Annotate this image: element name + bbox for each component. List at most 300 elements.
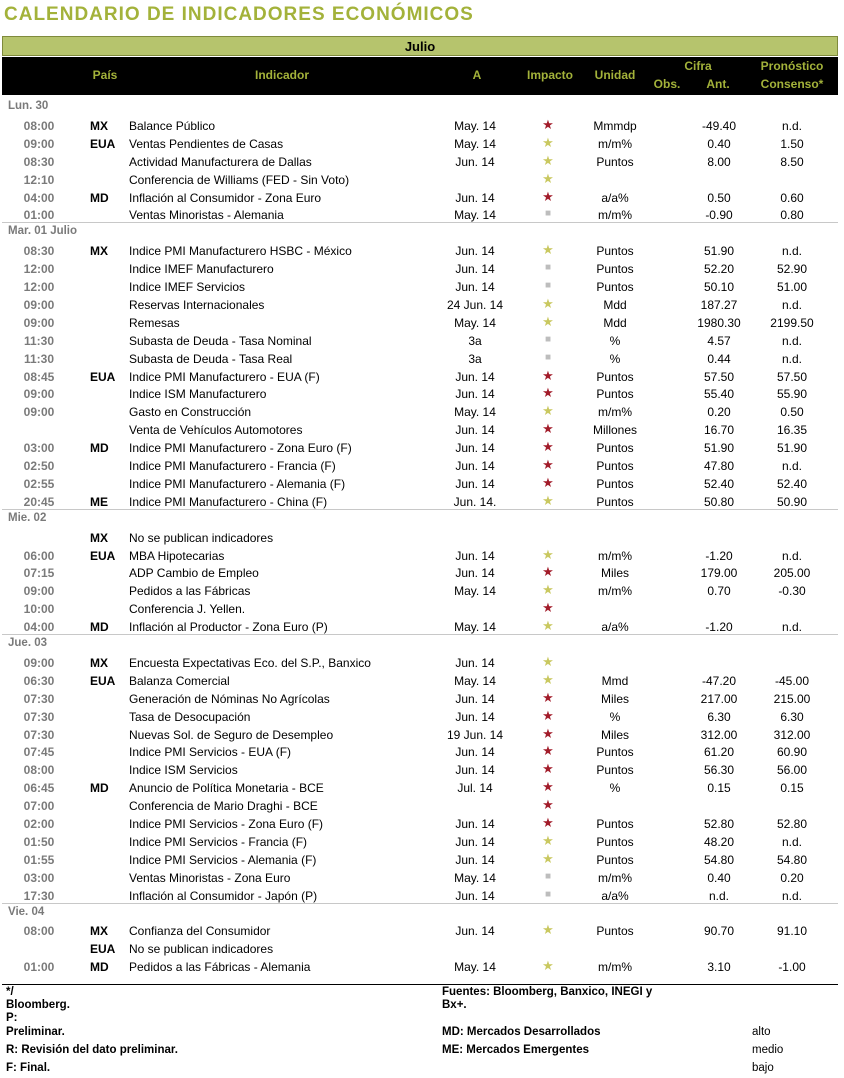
consensus-cell: n.d. [781, 888, 802, 903]
anterior-cell: 3.10 [707, 960, 731, 975]
unit-cell: Mmmdp [593, 118, 637, 133]
anterior-cell: 52.20 [703, 262, 735, 277]
time-cell: 06:30 [23, 673, 55, 688]
time-cell: 02:00 [23, 817, 55, 831]
unit-cell: a/a% [601, 190, 629, 205]
table-row [0, 295, 844, 313]
table-row [0, 384, 844, 402]
square-icon: ■ [544, 333, 552, 345]
unit-cell: Puntos [596, 763, 634, 778]
table-row [0, 617, 844, 635]
star-icon: ★ [542, 922, 554, 938]
footer-r-note: R: Revisión del dato preliminar. [6, 1044, 178, 1056]
unit-cell: Millones [592, 423, 637, 438]
table-row [0, 707, 844, 725]
anterior-cell: 4.57 [707, 333, 731, 348]
unit-cell: Puntos [596, 745, 634, 760]
period-cell: Jun. 14 [455, 154, 495, 169]
table-row [0, 313, 844, 331]
anterior-cell: 55.40 [703, 387, 735, 402]
consensus-cell: 312.00 [773, 727, 811, 742]
indicator-cell: No se publican indicadores [129, 530, 274, 545]
footer-me-note: ME: Mercados Emergentes [442, 1044, 589, 1056]
indicator-cell: Indice PMI Servicios - Alemania (F) [129, 852, 317, 867]
anterior-cell: 0.50 [707, 190, 731, 205]
star-icon: ★ [542, 295, 554, 311]
indicator-cell: Indice PMI Manufacturero - China (F) [129, 494, 328, 509]
indicator-cell: No se publican indicadores [129, 942, 274, 957]
unit-cell: Mmd [601, 673, 629, 688]
unit-cell: Puntos [596, 852, 634, 867]
country-cell: MX [90, 655, 108, 670]
unit-cell: Puntos [596, 262, 634, 277]
unit-cell: % [609, 709, 621, 724]
star-icon: ★ [542, 600, 554, 616]
header-pais: País [92, 68, 118, 82]
country-cell: MD [90, 781, 109, 796]
anterior-cell: 47.80 [703, 459, 735, 473]
unit-cell: Puntos [596, 387, 634, 402]
star-icon: ★ [542, 242, 554, 258]
period-cell: Jun. 14 [455, 387, 495, 402]
star-icon: ★ [542, 743, 554, 759]
star-icon: ★ [542, 707, 554, 723]
table-row [0, 456, 844, 474]
period-cell: Jun. 14 [455, 691, 495, 706]
unit-cell: m/m% [598, 405, 632, 420]
footer-p-desc: Preliminar. [6, 1026, 65, 1038]
consensus-cell: 0.15 [780, 781, 804, 796]
unit-cell: Puntos [596, 476, 634, 491]
anterior-cell: 0.40 [707, 870, 731, 885]
anterior-cell: 90.70 [703, 924, 735, 939]
consensus-cell: 52.80 [776, 817, 808, 831]
anterior-cell: -0.90 [705, 208, 733, 223]
indicator-cell: Indice ISM Servicios [129, 763, 238, 778]
unit-cell: m/m% [598, 584, 632, 599]
indicator-cell: ADP Cambio de Empleo [129, 566, 259, 581]
page-title: CALENDARIO DE INDICADORES ECONÓMICOS [4, 4, 474, 25]
consensus-cell: n.d. [781, 459, 802, 473]
country-cell: MD [90, 620, 109, 635]
period-cell: Jun. 14 [455, 745, 495, 760]
anterior-cell: 50.80 [703, 494, 735, 509]
period-cell: Jun. 14 [455, 655, 495, 670]
day-label: Lun. 30 [8, 100, 49, 112]
anterior-cell: 8.00 [707, 154, 731, 169]
time-cell: 06:45 [23, 781, 55, 796]
time-cell: 07:00 [23, 799, 55, 814]
consensus-cell: n.d. [781, 548, 802, 563]
consensus-cell: n.d. [781, 834, 802, 849]
day-label: Vie. 04 [8, 905, 45, 918]
footer-fuentes-cont: Bx+. [442, 999, 467, 1011]
table-row [0, 492, 844, 510]
indicator-cell: Anuncio de Política Monetaria - BCE [129, 781, 324, 796]
time-cell: 11:30 [23, 351, 55, 366]
square-icon: ■ [544, 262, 552, 274]
star-icon: ★ [542, 653, 554, 669]
period-cell: Jun. 14 [455, 924, 495, 939]
table-row [0, 367, 844, 385]
table-header [2, 57, 838, 95]
star-icon: ★ [542, 152, 554, 168]
unit-cell: Puntos [596, 459, 634, 473]
table-row [0, 778, 844, 796]
period-cell: Jul. 14 [457, 781, 493, 796]
header-consenso: Consenso* [760, 77, 824, 91]
star-icon: ★ [542, 439, 554, 455]
star-icon: ★ [542, 761, 554, 777]
table-row [0, 921, 844, 939]
table-row [0, 116, 844, 134]
anterior-cell: 179.00 [700, 566, 738, 581]
consensus-cell: 8.50 [780, 154, 804, 169]
anterior-cell: 0.70 [707, 584, 731, 599]
legend-alto: alto [752, 1026, 771, 1038]
unit-cell: m/m% [598, 136, 632, 151]
indicator-cell: Balanza Comercial [129, 673, 230, 688]
period-cell: Jun. 14 [455, 262, 495, 277]
star-icon: ★ [542, 689, 554, 705]
country-cell: MX [90, 244, 108, 259]
time-cell: 09:00 [23, 405, 55, 420]
legend-bajo: bajo [752, 1062, 774, 1074]
star-icon: ★ [542, 421, 554, 437]
time-cell: 02:55 [23, 476, 55, 491]
star-icon: ★ [542, 564, 554, 580]
consensus-cell: 215.00 [773, 691, 811, 706]
anterior-cell: 51.90 [703, 244, 735, 259]
period-cell: 3a [468, 333, 482, 348]
consensus-cell: 2199.50 [770, 315, 814, 330]
consensus-cell: 91.10 [776, 924, 808, 939]
period-cell: May. 14 [454, 960, 496, 975]
indicator-cell: Balance Público [129, 118, 216, 133]
star-icon: ★ [542, 367, 554, 383]
anterior-cell: 52.80 [703, 817, 735, 831]
time-cell: 07:30 [23, 709, 55, 724]
indicator-cell: Indice PMI Manufacturero HSBC - México [129, 244, 352, 259]
table-row [0, 188, 844, 206]
period-cell: May. 14 [454, 315, 496, 330]
indicator-cell: Inflación al Consumidor - Japón (P) [129, 888, 318, 903]
indicator-cell: Indice PMI Servicios - Zona Euro (F) [129, 817, 324, 831]
indicator-cell: Subasta de Deuda - Tasa Real [129, 351, 293, 366]
time-cell: 09:00 [23, 387, 55, 402]
country-cell: MD [90, 441, 109, 456]
indicator-cell: Tasa de Desocupación [129, 709, 251, 724]
country-cell: MD [90, 960, 109, 975]
table-row [0, 868, 844, 886]
indicator-cell: Nuevas Sol. de Seguro de Desempleo [129, 727, 334, 742]
star-icon: ★ [542, 457, 554, 472]
indicator-cell: Indice IMEF Manufacturero [129, 262, 274, 277]
star-icon: ★ [542, 582, 554, 598]
table-row [0, 957, 844, 975]
consensus-cell: n.d. [781, 297, 802, 312]
star-icon: ★ [542, 850, 554, 866]
time-cell: 07:45 [23, 745, 55, 760]
unit-cell: Puntos [596, 369, 634, 384]
period-cell: Jun. 14 [455, 476, 495, 491]
unit-cell: Puntos [596, 834, 634, 849]
time-cell: 11:30 [23, 333, 55, 348]
footer-consenso-source: Bloomberg. [6, 999, 70, 1011]
anterior-cell: 312.00 [700, 727, 738, 742]
period-cell: 24 Jun. 14 [446, 297, 504, 312]
table-row [0, 725, 844, 743]
indicator-cell: MBA Hipotecarias [129, 548, 225, 563]
table-row [0, 170, 844, 188]
table-row [0, 653, 844, 671]
table-row [0, 760, 844, 778]
period-cell: Jun. 14 [455, 190, 495, 205]
indicator-cell: Indice PMI Manufacturero - Zona Euro (F) [129, 441, 352, 456]
time-cell: 09:00 [23, 297, 55, 312]
anterior-cell: 52.40 [703, 476, 735, 491]
table-row [0, 546, 844, 564]
star-icon: ★ [542, 170, 554, 186]
table-row [0, 671, 844, 689]
indicator-cell: Pedidos a las Fábricas [129, 584, 251, 599]
anterior-cell: 187.27 [700, 297, 738, 312]
anterior-cell: 56.30 [703, 763, 735, 778]
period-cell: Jun. 14 [455, 423, 495, 438]
indicator-cell: Indice IMEF Servicios [129, 280, 246, 294]
country-cell: EUA [90, 942, 116, 957]
country-cell: MX [90, 924, 108, 939]
footer-f-note: F: Final. [6, 1062, 51, 1074]
period-cell: May. 14 [454, 870, 496, 885]
indicator-cell: Ventas Minoristas - Zona Euro [129, 870, 291, 885]
time-cell: 07:30 [23, 727, 55, 742]
section-divider [2, 509, 838, 510]
unit-cell: Miles [600, 566, 629, 581]
star-icon: ★ [542, 474, 554, 490]
table-row [0, 886, 844, 904]
consensus-cell: n.d. [781, 118, 802, 133]
time-cell: 06:00 [23, 548, 55, 563]
table-row [0, 438, 844, 456]
consensus-cell: n.d. [781, 244, 802, 259]
consensus-cell: 51.00 [776, 280, 808, 294]
anterior-cell: 0.20 [707, 405, 731, 420]
anterior-cell: 57.50 [703, 369, 735, 384]
period-cell: Jun. 14 [455, 548, 495, 563]
table-row [0, 259, 844, 277]
star-icon: ★ [542, 313, 554, 329]
anterior-cell: -1.20 [705, 620, 733, 635]
table-row [0, 134, 844, 152]
unit-cell: m/m% [598, 960, 632, 975]
header-pronostico: Pronóstico [760, 59, 824, 73]
period-cell: 3a [468, 351, 482, 366]
footer-fuentes: Fuentes: Bloomberg, Banxico, INEGI y [442, 986, 653, 998]
consensus-cell: 0.80 [780, 208, 804, 223]
table-row [0, 939, 844, 957]
anterior-cell: 0.15 [707, 781, 731, 796]
country-cell: ME [90, 494, 108, 509]
star-icon: ★ [542, 385, 554, 401]
anterior-cell: 61.20 [703, 745, 735, 760]
anterior-cell: 0.40 [707, 136, 731, 151]
consensus-cell: 56.00 [776, 763, 808, 778]
consensus-cell: 50.90 [776, 494, 808, 509]
time-cell: 01:00 [23, 960, 55, 975]
day-label: Mar. 01 Julio [8, 225, 78, 238]
indicator-cell: Ventas Pendientes de Casas [129, 136, 284, 151]
consensus-cell: 0.60 [780, 190, 804, 205]
anterior-cell: -49.40 [701, 118, 737, 133]
anterior-cell: 0.44 [707, 351, 731, 366]
time-cell: 09:00 [23, 584, 55, 599]
anterior-cell: 16.70 [703, 423, 735, 438]
table-row [0, 474, 844, 492]
anterior-cell: 50.10 [703, 280, 735, 294]
time-cell: 02:50 [23, 459, 55, 473]
star-icon: ★ [542, 618, 554, 634]
consensus-cell: 54.80 [776, 852, 808, 867]
country-cell: MX [90, 530, 108, 545]
unit-cell: Mdd [603, 315, 627, 330]
footer-consenso-mark: */ [6, 986, 14, 998]
time-cell: 01:00 [23, 208, 55, 223]
table-row [0, 742, 844, 760]
consensus-cell: 205.00 [773, 566, 811, 581]
time-cell: 04:00 [23, 190, 55, 205]
header-indicador: Indicador [254, 68, 309, 82]
header-ant: Ant. [706, 77, 730, 91]
consensus-cell: 16.35 [776, 423, 808, 438]
time-cell: 12:00 [23, 280, 55, 294]
footer-divider [2, 984, 838, 985]
table-row [0, 689, 844, 707]
period-cell: Jun. 14 [455, 280, 495, 294]
time-cell: 08:45 [23, 369, 55, 384]
star-icon: ★ [542, 546, 554, 562]
time-cell: 08:00 [23, 763, 55, 778]
month-bar: Julio [2, 36, 838, 56]
period-cell: Jun. 14 [455, 441, 495, 456]
unit-cell: a/a% [601, 888, 629, 903]
table-row [0, 420, 844, 438]
indicator-cell: Gasto en Construcción [129, 405, 252, 420]
time-cell: 12:00 [23, 262, 55, 277]
indicator-cell: Indice PMI Servicios - Francia (F) [129, 834, 308, 849]
consensus-cell: 52.40 [776, 476, 808, 491]
header-obs: Obs. [653, 77, 681, 91]
anterior-cell: 54.80 [703, 852, 735, 867]
table-row [0, 349, 844, 367]
indicator-cell: Indice PMI Manufacturero - EUA (F) [129, 369, 320, 384]
consensus-cell: 57.50 [776, 369, 808, 384]
country-cell: EUA [90, 673, 116, 688]
table-row [0, 528, 844, 546]
time-cell: 03:00 [23, 870, 55, 885]
unit-cell: a/a% [601, 620, 629, 635]
unit-cell: Miles [600, 727, 629, 742]
consensus-cell: 55.90 [776, 387, 808, 402]
indicator-cell: Conferencia J. Yellen. [129, 602, 246, 617]
star-icon: ★ [542, 134, 554, 150]
period-cell: May. 14 [454, 136, 496, 151]
table-row [0, 277, 844, 295]
table-row [0, 152, 844, 170]
anterior-cell: n.d. [708, 888, 729, 903]
unit-cell: % [609, 351, 621, 366]
star-icon: ★ [542, 403, 554, 419]
indicator-cell: Ventas Minoristas - Alemania [129, 208, 284, 223]
time-cell: 08:00 [23, 118, 55, 133]
time-cell: 17:30 [23, 888, 55, 903]
period-cell: Jun. 14 [455, 763, 495, 778]
time-cell: 01:50 [23, 834, 55, 849]
consensus-cell: -1.00 [778, 960, 806, 975]
square-icon: ■ [544, 888, 552, 900]
period-cell: May. 14 [454, 405, 496, 420]
unit-cell: Puntos [596, 154, 634, 169]
anterior-cell: 51.90 [703, 441, 735, 456]
time-cell: 07:30 [23, 691, 55, 706]
star-icon: ★ [542, 958, 554, 974]
indicator-cell: Subasta de Deuda - Tasa Nominal [129, 333, 312, 348]
star-icon: ★ [542, 188, 554, 204]
indicator-cell: Indice ISM Manufacturero [129, 387, 267, 402]
period-cell: Jun. 14 [455, 834, 495, 849]
consensus-cell: 0.50 [780, 405, 804, 420]
period-cell: Jun. 14 [455, 244, 495, 259]
period-cell: Jun. 14 [455, 852, 495, 867]
period-cell: Jun. 14 [455, 888, 495, 903]
table-row [0, 563, 844, 581]
time-cell: 10:00 [23, 602, 55, 617]
square-icon: ■ [544, 208, 552, 220]
period-cell: May. 14 [454, 208, 496, 223]
period-cell: May. 14 [454, 584, 496, 599]
period-cell: Jun. 14 [455, 459, 495, 473]
day-label: Mie. 02 [8, 511, 47, 524]
period-cell: Jun. 14 [455, 566, 495, 581]
table-row [0, 402, 844, 420]
indicator-cell: Generación de Nóminas No Agrícolas [129, 691, 330, 706]
indicator-cell: Venta de Vehículos Automotores [129, 423, 303, 438]
table-row [0, 331, 844, 349]
unit-cell: m/m% [598, 208, 632, 223]
star-icon: ★ [542, 832, 554, 848]
unit-cell: Puntos [596, 244, 634, 259]
time-cell: 09:00 [23, 655, 55, 670]
anterior-cell: 217.00 [700, 691, 738, 706]
footer-p-label: P: [6, 1012, 18, 1024]
country-cell: MX [90, 118, 108, 133]
time-cell: 08:30 [23, 154, 55, 169]
consensus-cell: 60.90 [776, 745, 808, 760]
consensus-cell: 52.90 [776, 262, 808, 277]
section-divider [2, 222, 838, 223]
anterior-cell: 48.20 [703, 834, 735, 849]
consensus-cell: n.d. [781, 333, 802, 348]
time-cell: 12:10 [23, 172, 55, 187]
indicator-cell: Indice PMI Manufacturero - Alemania (F) [129, 476, 346, 491]
table-row [0, 850, 844, 868]
consensus-cell: -45.00 [774, 673, 810, 688]
consensus-cell: 6.30 [780, 709, 804, 724]
square-icon: ■ [544, 351, 552, 363]
header-cifra: Cifra [684, 59, 712, 73]
unit-cell: Puntos [596, 924, 634, 939]
country-cell: MD [90, 190, 109, 205]
